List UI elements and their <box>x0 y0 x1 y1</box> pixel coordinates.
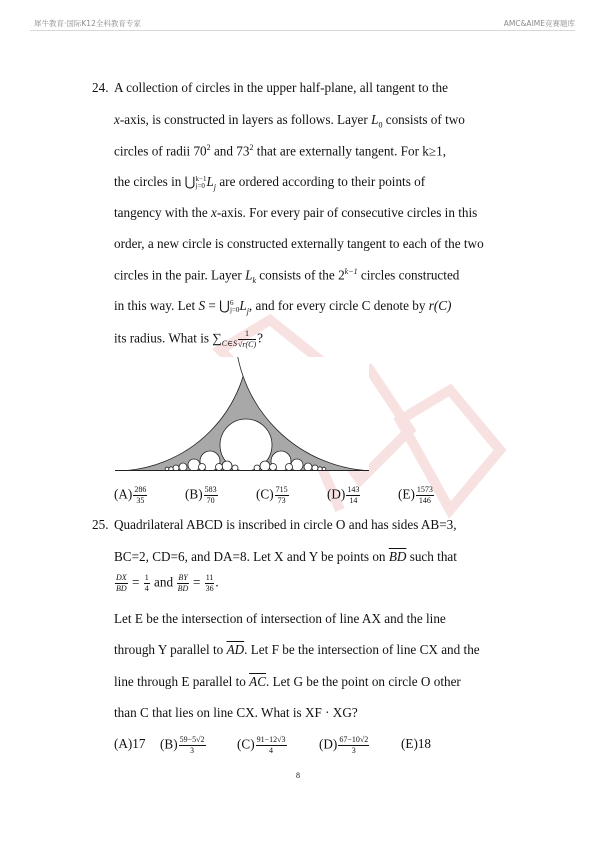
header-rule <box>30 30 575 31</box>
problem24-option-e[interactable]: (E) $\frac{1573}{146}$ <box>398 485 433 505</box>
header-left-text: 犀牛教育·国际K12全科教育专家 <box>34 19 141 28</box>
circle-small <box>216 464 223 471</box>
problem25-line7: than C that lies on line CX. What is XF · XG? <box>114 705 358 720</box>
circle-small <box>260 461 270 471</box>
circle-small <box>291 459 303 471</box>
problem25-option-d[interactable]: (D) $\frac{67-10√2}{3}$ <box>319 735 369 755</box>
problem24-line9: its radius. What is $\sum_{C\in S}$ $\frac{1}{√r(C)}$ ? <box>114 329 263 349</box>
circle-small <box>222 461 232 471</box>
problem24-option-b[interactable]: (B) $\frac{583}{70}$ <box>185 485 217 505</box>
circle-small <box>286 464 293 471</box>
problem25-option-a[interactable]: (A)17 <box>114 736 146 751</box>
problem25-line2: BC=2, CD=6, and DA=8. Let X and Y be points on $\overline{BD}$ such that <box>114 549 457 564</box>
problem25-number: 25. <box>92 517 109 532</box>
problem25-line6: line through E parallel to $\overline{AC}$. Let G be the point on circle O other <box>114 674 461 689</box>
problem24-line8: in this way. Let S = ⋃ 6 j=0 $L_j$, and for every circle C denote by r(C) <box>114 298 452 316</box>
problem24-number: 24. <box>92 80 109 95</box>
tangent-circles-figure <box>115 357 369 471</box>
page-number: 8 <box>296 771 300 780</box>
problem24-line7: circles in the pair. Layer $L_k$ consists of the $2^{k-1}$ circles constructed <box>114 267 460 286</box>
problem24-line6: order, a new circle is constructed externally tangent to each of the two <box>114 236 484 251</box>
problem24-line4: the circles in ⋃ k−1 j=0 $L_j$ are ordered according to their points of <box>114 174 426 192</box>
header-right-text: AMC&AIME竞赛题库 <box>503 19 575 28</box>
problem25-line4: Let E be the intersection of intersection of line AX and the line <box>114 611 446 626</box>
problem24-line3: circles of radii $70^2$ and $73^2$ that are externally tangent. For k≥1, <box>114 143 447 159</box>
problem24-option-c[interactable]: (C) $\frac{715}{73}$ <box>256 485 288 505</box>
circle-small <box>188 459 200 471</box>
circle-small <box>199 464 206 471</box>
circle-small <box>304 463 312 471</box>
problem25-line5: through Y parallel to $\overline{AD}$. Let F be the intersection of line CX and the <box>114 642 480 657</box>
circle-small <box>270 464 277 471</box>
problem24-line2: x-axis, is constructed in layers as follows. Layer $L_0$ consists of two <box>114 112 465 130</box>
circle-small <box>179 463 187 471</box>
problem24-option-d[interactable]: (D) $\frac{143}{14}$ <box>327 485 360 505</box>
problem24-line5: tangency with the x-axis. For every pair of consecutive circles in this <box>114 205 478 220</box>
problem25-option-e[interactable]: (E)18 <box>401 736 432 751</box>
problem24-line1: A collection of circles in the upper half-plane, all tangent to the <box>114 80 448 95</box>
problem24-option-a[interactable]: (A) $\frac{286}{35}$ <box>114 485 147 505</box>
problem25-option-c[interactable]: (C) $\frac{91-12√3}{4}$ <box>237 735 286 755</box>
problem25-line1: Quadrilateral ABCD is inscribed in circle O and has sides AB=3, <box>114 517 457 532</box>
problem25-option-b[interactable]: (B) $\frac{59-5√2}{3}$ <box>160 735 205 755</box>
problem25-line3: $\frac{DX}{BD}$ = $\frac{1}{4}$ and $\frac{BY}{BD}$ = $\frac{11}{36}$ . <box>116 573 219 593</box>
